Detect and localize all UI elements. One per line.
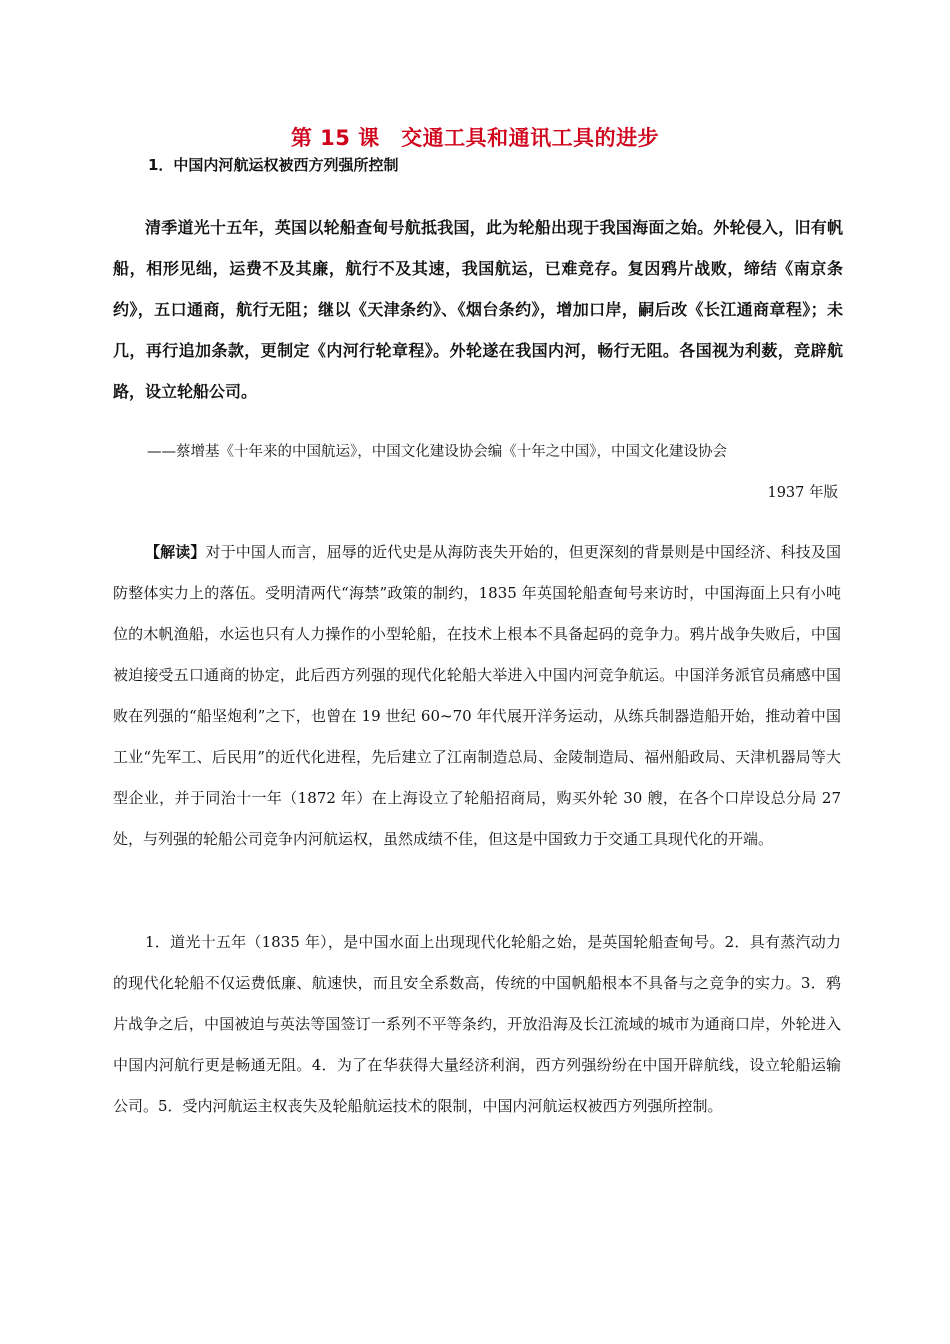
citation (113, 432, 838, 514)
summary-paragraph (113, 922, 841, 1127)
summary-text: 1．道光十五年（1835 年），是中国水面上出现现代化轮船之始，是英国轮船查甸号。2．具有蒸汽动力的现代化轮船不仅运费低廉、航速快，而且安全系数高，传统的中国帆船根本不具备与之竞争的实力。3．鸦片战争之后，中国被迫与英法等国签订一系列不平等条约，开放沿海及长江流域的城市为通商口岸，外轮进入中国内河航行更是畅通无阻。4．为了在华获得大量经济利润，西方列强纷纷在中国开辟航线，设立轮船运输公司。5．受内河航运主权丧失及轮船航运技术的限制，中国内河航运权被西方列强所控制。 (113, 933, 841, 1115)
analysis-text: 对于中国人而言，屈辱的近代史是从海防丧失开始的，但更深刻的背景则是中国经济、科技及国防整体实力上的落伍。受明清两代“海禁”政策的制约，1835 年英国轮船查甸号来访时，中国海面上只有小吨位的木帆渔船，水运也只有人力操作的小型轮船，在技术上根本不具备起码的竞争力。鸦片战争失败后，中国被迫接受五口通商的协定，此后西方列强的现代化轮船大举进入中国内河竞争航运。中国洋务派官员痛感中国败在列强的“船坚炮利”之下，也曾在 19 世纪 60~70 年代展开洋务运动，从练兵制器造船开始，推动着中国工业“先军工、后民用”的近代化进程，先后建立了江南制造总局、金陵制造局、福州船政局、天津机器局等大型企业，并于同治十一年（1872 年）在上海设立了轮船招商局，购买外轮 30 艘，在各个口岸设总分局 27 处，与列强的轮船公司竞争内河航运权，虽然成绩不佳，但这是中国致力于交通工具现代化的开端。 (113, 543, 841, 848)
analysis-paragraph (113, 532, 841, 860)
source-quote (113, 207, 843, 412)
analysis-label: 【解读】 (145, 543, 206, 561)
citation-line-1: ——蔡增基《十年来的中国航运》，中国文化建设协会编《十年之中国》，中国文化建设协会 (147, 444, 727, 460)
section-heading: 1．中国内河航运权被西方列强所控制 (148, 156, 399, 174)
analysis-body (113, 532, 841, 860)
lesson-title: 第 15 课 交通工具和通讯工具的进步 (290, 126, 660, 150)
source-quote-text: 清季道光十五年，英国以轮船查甸号航抵我国，此为轮船出现于我国海面之始。外轮侵入，旧有帆船，相形见绌，运费不及其廉，航行不及其速，我国航运，已难竞存。复因鸦片战败，缔结《南京条约》，五口通商，航行无阻；继以《天津条约》、《烟台条约》，增加口岸，嗣后改《长江通商章程》；未几，再行追加条款，更制定《内河行轮章程》。外轮遂在我国内河，畅行无阻。各国视为利薮，竞辟航路，设立轮船公司。 (113, 218, 843, 401)
citation-line-2: 1937 年版 (767, 485, 838, 501)
